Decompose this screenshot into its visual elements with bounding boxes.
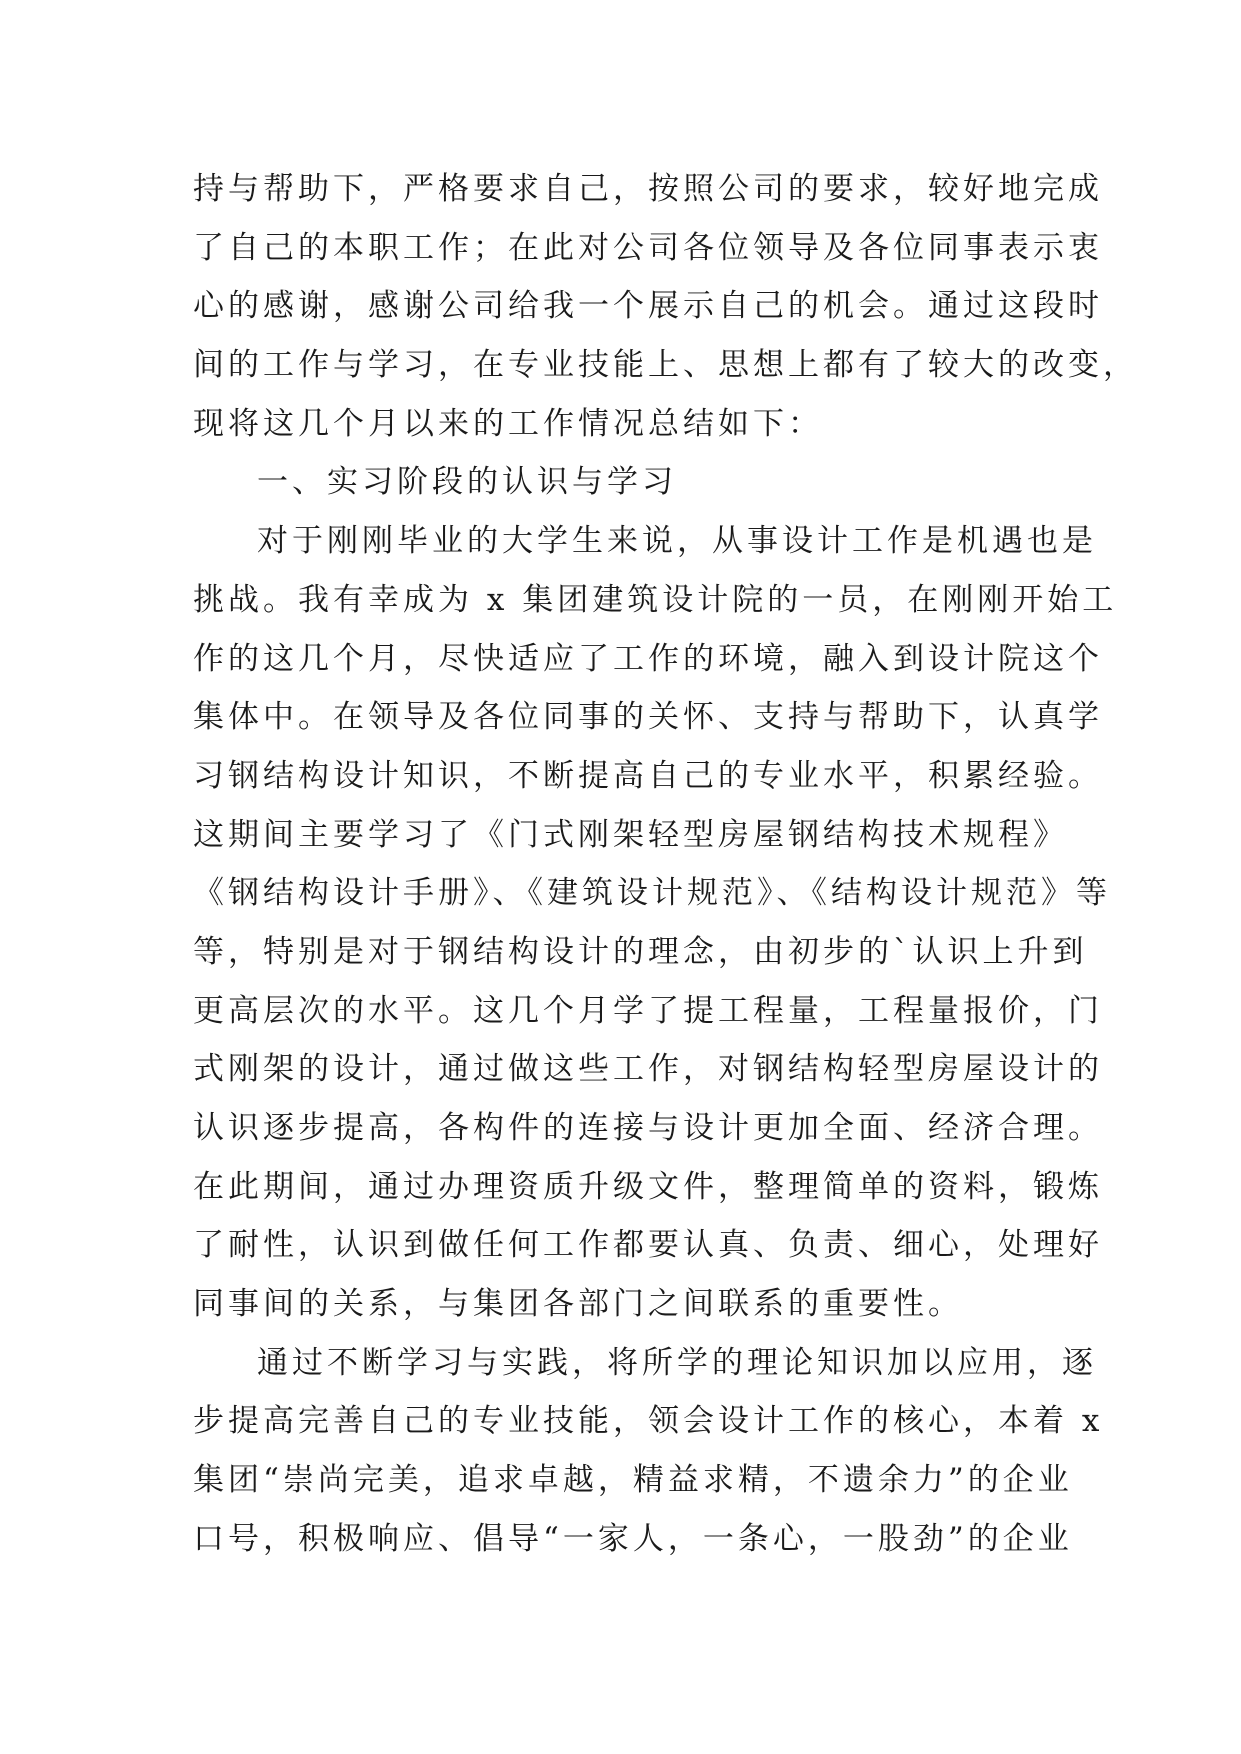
- text-line: 认识逐步提高，各构件的连接与设计更加全面、经济合理。: [193, 1110, 1103, 1146]
- text-line: 持与帮助下，严格要求自己，按照公司的要求，较好地完成: [193, 171, 1103, 207]
- text-line: 在此期间，通过办理资质升级文件，整理简单的资料，锻炼: [193, 1168, 1103, 1205]
- document-body: [193, 160, 1138, 1569]
- text-line: 同事间的关系，与集团各部门之间联系的重要性。: [193, 1286, 963, 1323]
- text-line: 式刚架的设计，通过做这些工作，对钢结构轻型房屋设计的: [193, 1051, 1103, 1088]
- text-line: 口号，积极响应、倡导“一家人，一条心，一股劲”的企业: [193, 1520, 1073, 1557]
- text-line: 集团“崇尚完美，追求卓越，精益求精，不遗余力”的企业: [193, 1462, 1073, 1499]
- text-line: 了耐性，认识到做任何工作都要认真、负责、细心，处理好: [193, 1227, 1103, 1264]
- text-line: 现将这几个月以来的工作情况总结如下：: [193, 405, 823, 442]
- text-line: 心的感谢，感谢公司给我一个展示自己的机会。通过这段时: [193, 288, 1103, 325]
- paragraph-start-line: 对于刚刚毕业的大学生来说，从事设计工作是机遇也是: [257, 523, 1097, 560]
- section-heading: 一、实习阶段的认识与学习: [257, 464, 677, 501]
- text-line: 了自己的本职工作；在此对公司各位领导及各位同事表示衷: [193, 229, 1103, 266]
- text-line: 等，特别是对于钢结构设计的理念，由初步的`认识上升到: [193, 933, 1088, 970]
- text-line: 集体中。在领导及各位同事的关怀、支持与帮助下，认真学: [193, 699, 1103, 736]
- paragraph-start-line: 通过不断学习与实践，将所学的理论知识加以应用，逐: [257, 1344, 1097, 1381]
- text-line: 习钢结构设计知识，不断提高自己的专业水平，积累经验。: [193, 757, 1103, 794]
- text-line: 间的工作与学习，在专业技能上、思想上都有了较大的改变，: [193, 347, 1138, 384]
- text-line: 步提高完善自己的专业技能，领会设计工作的核心，本着 x: [193, 1403, 1104, 1440]
- text-line: 挑战。我有幸成为 x 集团建筑设计院的一员，在刚刚开始工: [193, 581, 1118, 618]
- text-line: 作的这几个月，尽快适应了工作的环境，融入到设计院这个: [193, 640, 1103, 677]
- text-line: 更高层次的水平。这几个月学了提工程量，工程量报价，门: [193, 992, 1103, 1029]
- text-line: 这期间主要学习了《门式刚架轻型房屋钢结构技术规程》: [193, 816, 1068, 853]
- text-line: 《钢结构设计手册》、《建筑设计规范》、《结构设计规范》等: [193, 875, 1111, 912]
